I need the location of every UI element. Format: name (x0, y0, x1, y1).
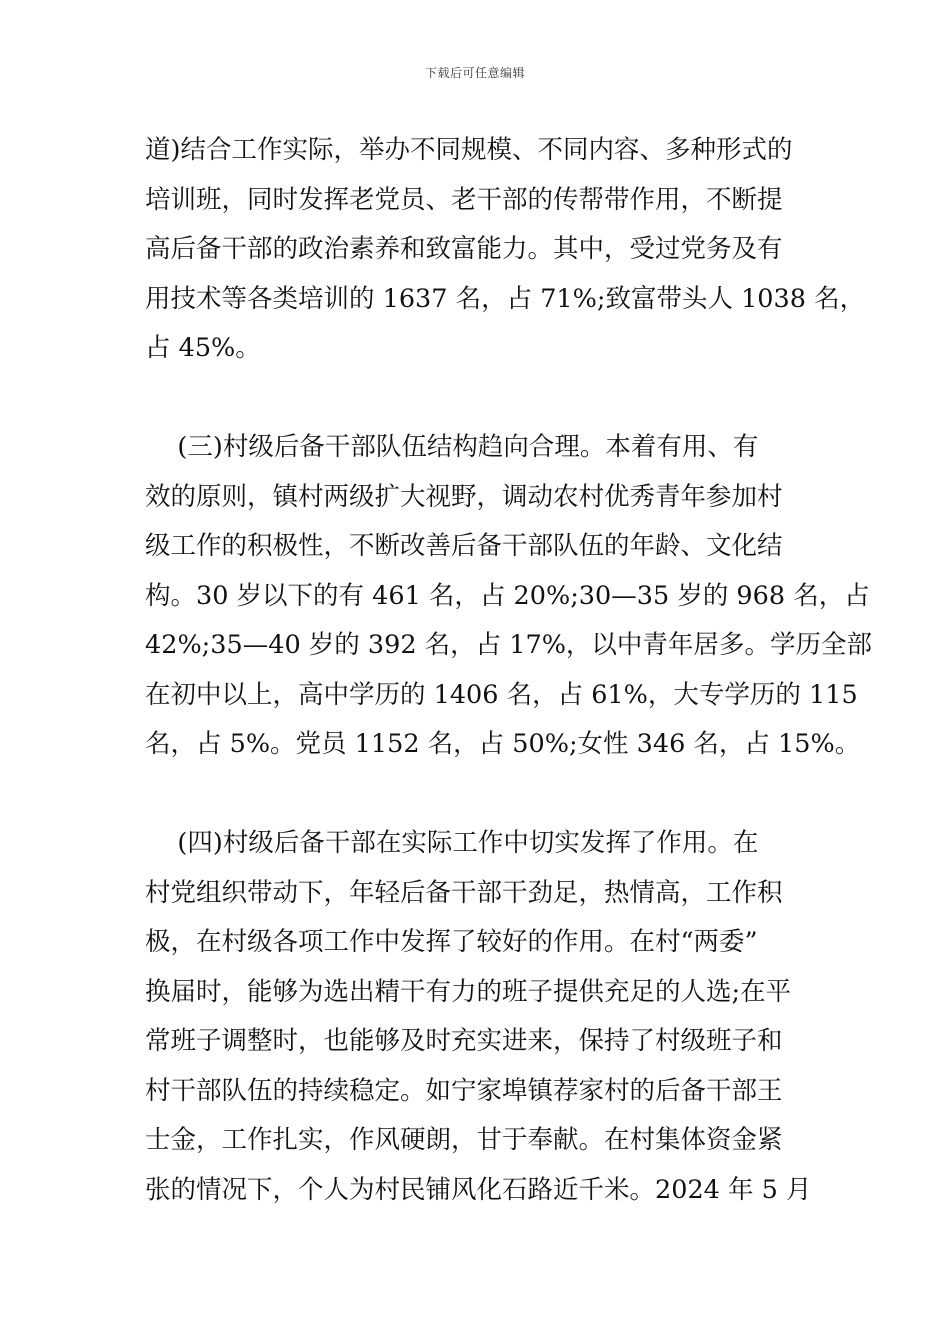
page-header: 下载后可任意编辑 (424, 66, 525, 80)
text-line: 张的情况下，个人为村民铺风化石路近千米。2024 年 5 月 (145, 1174, 812, 1205)
paragraph-training (145, 126, 866, 374)
document-body (145, 126, 872, 1215)
paragraph-spacer (145, 770, 815, 820)
text-line: 村干部队伍的持续稳定。如宁家埠镇荐家村的后备干部王 (145, 1075, 783, 1106)
text-line: 名，占 5%。党员 1152 名，占 50%;女性 346 名，占 15%。 (145, 729, 861, 759)
text-line: 在初中以上，高中学历的 1406 名，占 61%，大专学历的 115 (145, 679, 858, 710)
text-line: 常班子调整时，也能够及时充实进来，保持了村级班子和 (145, 1026, 783, 1056)
text-line: 培训班，同时发挥老党员、老干部的传帮带作用，不断提 (145, 184, 783, 215)
paragraph-spacer (145, 374, 815, 424)
text-line: 士金，工作扎实，作风硬朗，甘于奉献。在村集体资金紧 (145, 1125, 783, 1155)
text-line: 道)结合工作实际，举办不同规模、不同内容、多种形式的 (145, 135, 793, 165)
paragraph-structure (145, 423, 872, 770)
text-line: 构。30 岁以下的有 461 名，占 20%;30—35 岁的 968 名，占 (145, 580, 870, 611)
text-line: 42%;35—40 岁的 392 名，占 17%，以中青年居多。学历全部 (145, 630, 872, 660)
text-line: 效的原则，镇村两级扩大视野，调动农村优秀青年参加村 (145, 481, 783, 512)
text-line: 村党组织带动下，年轻后备干部干劲足，热情高，工作积 (145, 877, 783, 908)
text-line: 换届时，能够为选出精干有力的班子提供充足的人选;在平 (145, 976, 792, 1007)
text-line: 占 45%。 (145, 333, 261, 363)
text-line: (三)村级后备干部队伍结构趋向合理。本着有用、有 (145, 432, 759, 462)
paragraph-role (145, 819, 815, 1215)
text-line: 高后备干部的政治素养和致富能力。其中，受过党务及有 (145, 234, 783, 264)
text-line: 极，在村级各项工作中发挥了较好的作用。在村“两委” (145, 927, 758, 957)
text-line: (四)村级后备干部在实际工作中切实发挥了作用。在 (145, 828, 759, 858)
text-line: 级工作的积极性，不断改善后备干部队伍的年龄、文化结 (145, 531, 783, 561)
text-line: 用技术等各类培训的 1637 名，占 71%;致富带头人 1038 名， (145, 283, 866, 314)
